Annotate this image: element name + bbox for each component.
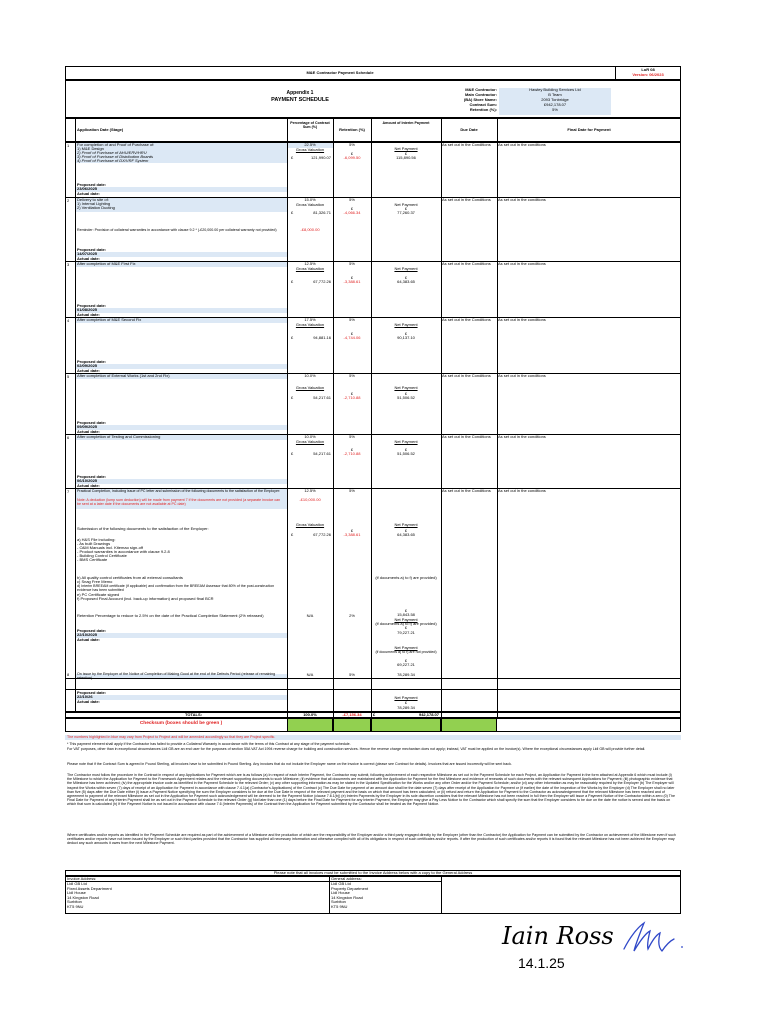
invoice-address-label: Invoice Address: xyxy=(67,875,97,881)
col-final: Final Date for Payment xyxy=(567,127,611,132)
signoff-date: 14.1.25 xyxy=(518,955,565,971)
doc-version: Version: 06/2023 xyxy=(632,72,664,77)
checksum-label: Checksum (boxes should be green ) xyxy=(139,721,223,726)
appendix-label: Appendix 1 xyxy=(286,90,314,96)
currency-note: Please note that if the Contract Sum is agreed in Pound Sterling, all invoices have to be submitted in Pound Sterling. Any invoices that do not include the Employer name on the invoice is correct (please see Contract for details). Invoices that are issued incorrectly will be sent back. xyxy=(67,762,512,766)
checksum-cell-pct xyxy=(287,718,333,732)
col-stage: Application Date (Stage) xyxy=(77,127,124,132)
schedule-subtitle: PAYMENT SCHEDULE xyxy=(271,97,329,103)
blue-highlight-note: The numbers highlighted in blue may vary from Project to Project and will be amended accordingly so that they are Project specific. xyxy=(67,735,276,739)
schedule-table xyxy=(65,142,681,690)
payment-schedule-sheet: M&E Contractor Payment Schedule LoR 08 Version: 06/2023 Appendix 1 PAYMENT SCHEDULE M&E Contractor: Hawley Building Services Ltd Main Contractor: B Team (BA) Store Name: 2093 Tonbridge Contract Sum: £942,178.07 Retention (%): 5% Application Date (Stage) Percentage of Contract Sum (%) Retention (%) Amount of Interim Payment Due Date Final Date for Payment 1 For completion of and Proof of Purchase of: 1) M&E Design 2) Proof of Purchase of AHU/ERV/HRU 3) Proof of Purchase of Distribution Boards 4) Proof of Purchase of DX/VRF System Proposed date: 23/06/2025 Actual date: 22.5% Gross Valuation £ 121,990.07 5% £ -6,099.50 Net Payment £ 115,890.56 As set out in the Conditions As set out in the conditions 2 Delivery to site of: 1) Internal Lighting 2) Ventilation Ducting Reminder: Provision of collateral warranties in accordance with clause 9.2 * (-£20,000.00 per collateral warranty not provided) -£8,000.00 Proposed date: 14/07/2025 Actual date: 15.0% Gross Valuation £ 81,326.71 5% £ -4,066.34 Net Payment £ 77,260.37 As set out in the Conditions As set out in the conditions 3 After completion of M&E First Fix Proposed date: 01/08/2025 Actual date: 12.5% Gross Valuation £ 67,772.26 5% £ -3,388.61 Net Payment £ 64,383.65 As set out in the Conditions As set out in the conditions 4 After completion of M&E Second Fix Proposed date: 02/09/2025 Actual date: 17.5% Gross Valuation £ 94,881.16 5% £ -4,744.06 Net Payment £ 90,137.10 As set out in the Conditions As set out in the conditions 5 After completion of External Works (1st and 2nd Fix) Proposed date: 09/09/2025 Actual date: 10.0% Gross Valuation £ 54,217.61 5% £ -2,710.88 Net Payment £ 51,506.52 As set out in the Conditions As set out in the conditions 6 After completion of Testing and Commissioning Proposed date: 06/10/2025 Actual date: 10.0% Gross Valuation £ 54,217.61 5% £ -2,710.88 Net Payment £ 51,506.52 As set out in the Conditions As set out in the conditions 7 Practical Completion, including issue of PC letter and submission of the following documents to the satisfaction of the Employer: Note: A deduction (lump sum deduction) will be made from payment 7 if the documents are not provided (a separate invoice can be sent at a later date if the documents are not available at PC date) -£10,000.00 12.5% 5% As set out in the Conditions As set out in the conditions Submission of the following documents to the satisfaction of the Employer: Gross Valuation £ 67,772.26 £ -3,388.61 Net Payment £ 64,383.65 a) H&S File including: - As built Drawings - O&M Manuals incl. Kitemao sign-off - Product warranties in accordance with clause 9.2.8 - Building Control Certificate - BMS Certificate b) All quality control certificates from all external consultants c) Snag Free Memo d) Interim BREEAM certificate (if applicable) and confirmation from the BREEAM Assessor that 80% of the post-construction evidence has been submitted e) PC Certificate signed f) Proposed Final Account (incl. back-up information) and proposed final BCR (if documents a) to f) are provided) Retention Percentage to reduce to 2.5% on the date of the Practical Completion Statement (2% released) N/A 2% £ 15,843.58 Net Payment (if documents a) to f) are provided) £ 79,227.21 Net Payment (if documents a) to f) are not provided) £ 69,227.21 Proposed date: 22/10/2025 Actual date: 8 On issue by the Employer of the Notice of Completion of Making Good at the end of the Defects Period (release of remaining retention) N/A 5% 78,289.34 Proposed date: 22/10/26 Actual date: Net Payment £ 78,289.34 TOTALS: 100.0% -£7,156.34 £ 942,178.07 Checksum (boxes should be green ) The numbers highlighted in blue may vary from Project to Project and will be amended accordingly so that they are Project specific. * This payment element shall apply if the Contractor has failed to provide a Collateral Warranty in accordance with the terms of this Contract at any stage of the payment schedule. For VAT purposes, other than in exceptional circumstances Lidl GB are an end user for the purposes of section 55A VAT Act 1994 reverse charge for building and construction services. Hence the reverse charge mechanism does not apply; instead, VAT must be applied on the invoice(s). Where the exceptional circumstances apply Lidl GB will provide further detail. Please note that if the Contract Sum is agreed in Pound Sterling, all invoices have to be submitted in Pound Sterling. Any invoices that do not include the Employer name on the invoice is correct (please see Contract for details). Invoices that are issued incorrectly will be sent back. The Contractor must follow the procedure in the Contract in respect of any Applications for Payment which are is as follows (a) In respect of each Interim Payment, the Contractor may submit, following achievement of each respective Milestone as set out in the Payment Schedule for each Project, an Application for Payment in the form attached at Appendix 6 which must include (i) the Milestone to which the Application for Payment to the Framework Agreement relates and the relevant supporting documents to such Milestone; (ii) evidence that all documents are maintained with the Application for Payment for the first Milestone and evidence of renewals of such documents with the relevant subsequent Applications for Payment; (iii) photographic evidence that the Milestone has been achieved; (iv) the appropriate invoice code as identified in the Payment Schedule to the relevant Order; (v) any other supporting information as may be stated in the Updated Specification for the Works and/or any other Order and/or the Payment Schedule; and/or (vi) any other information as may be reasonably required by the Employer (b) The Employer will inspect the Works within seven (7) days of receipt of an Application for Payment in accordance with clause 7.4.1(a) (Contractor's Applications) of the Contract (c) The Due Date for payment of an amount due shall be the date seven (7) days after receipt of the Application for Payment or (if earlier) the date of the inspection of the Works by the Employer (d) The Employer shall no later than five (5) days after the Due Date either (i) issue a Payment Notice specifying the sum the Employer considers to be due at the Due Date in respect of the relevant payment and the basis on which that amount has been calculated; or (ii) refund and return the Application for Payment to the Contractor as acknowledgement that the relevant Milestone has been reached and of agreement to payment of the relevant Milestone as set out in the Application for Payment such acknowledgement will be deemed to be the Payment Notice (clause 7.6.1(b)) (e) Interim Payments by the Employer in its sole discretion considers that the relevant Milestone has not been reached in full then the Employer will issue a Payment Notice of the Contractor within a zero (0) The Final Date for Payment of any Interim Payment shall be as set out in the Payment Schedule to the relevant Order (g) Not later than one (1) days before the Final Date for Payment for any Interim Payment, the Employer may give a Pay Less Notice to the Contractor which shall specify the sum that the Employer considers to be due on the date the notice is served and the basis on which that sum is calculated (h) If the Payment Notice is not issued in accordance with clause 7.6 (Interim Payments) of the Contract then the Application for Payment submitted by the Contractor shall be treated as the Payment Notice. Where certificates and/or reports as identified in the Payment Schedule are required as part of the achievement of a Milestone and the production of which are the responsibility of the Employer and/or a third party engaged directly by the Employer (other than the Contractor) the Application for Payment can be submitted by the Contractor on achievement of the Milestone even if such certificates and/or reports have not been issued by the Employer or such third parties provided that the Contractor has supplied all necessary information and otherwise complied with all of its obligations in respect of such certificates and/or reports. If after the production of such certificates and/or reports it is found that the relevant Milestone has not been achieved the Employer may deduct any such amounts it owes from the next Milestone Payment. Please note that all invoices must be submitted to the Invoice Address below with a copy to the General Address Invoice Address: General address: Lidl GB Ltd Fixed Assets Department Lidl House 14 Kingston Road Surbiton KT5 9NU Lidl GB Ltd Property Department Lidl House 14 Kingston Road Surbiton KT5 9NU xyxy=(65,66,681,988)
checksum-cell-amount xyxy=(371,718,441,732)
initials-signature-icon xyxy=(620,915,690,960)
doc-ref: LoR 08 xyxy=(641,67,655,72)
general-address-label: General address: xyxy=(331,875,362,881)
col-amount: Amount of Interim Payment xyxy=(382,121,430,125)
checksum-cell-retention xyxy=(333,718,371,732)
invoice-heading: Please note that all invoices must be submitted to the Invoice Address below with a copy to the General Address xyxy=(273,869,473,875)
vat-note: For VAT purposes, other than in exceptional circumstances Lidl GB are an end user for the purposes of section 55A VAT Act 1994 reverse charge for building and construction services. Hence the reverse charge mechanism does not apply; instead, VAT must be applied on the invoice(s). Where the exceptional circumstances apply Lidl GB will provide further detail. xyxy=(67,747,646,751)
signature-iain-ross: Iain Ross xyxy=(502,922,614,950)
certificates-note: Where certificates and/or reports as identified in the Payment Schedule are required as part of the achievement of a Milestone and the production of which are the responsibility of the Employer and/or a third party engaged directly by the Employer (other than the Contractor) the Application for Payment can be submitted by the Contractor on achievement of the Milestone even if such certificates and/or reports have not been issued by the Employer or such third parties provided that the Contractor has supplied all necessary information and otherwise complied with all of its obligations in respect of such certificates and/or reports. If after the production of such certificates and/or reports it is found that the relevant Milestone has not been achieved the Employer may deduct any such amounts it owes from the next Milestone Payment. xyxy=(67,833,676,846)
procedure-note: The Contractor must follow the procedure in the Contract in respect of any Applications for Payment which are is as follows (a) In respect of each Interim Payment, the Contractor may submit, following achievement of each respective Milestone as set out in the Payment Schedule for each Project, an Application for Payment in the form attached at Appendix 6 which must include (i) the Milestone to which the Application for Payment to the Framework Agreement relates and the relevant supporting documents to such Milestone; (ii) evidence that all documents are maintained with the Application for Payment for the first Milestone and evidence of renewals of such documents with the relevant subsequent Applications for Payment; (iii) photographic evidence that the Milestone has been achieved; (iv) the appropriate invoice code as identified in the Payment Schedule to the relevant Order; (v) any other supporting information as may be stated in the Updated Specification for the Works and/or any other Order and/or the Payment Schedule; and/or (vi) any other information as may be reasonably required by the Employer (b) The Employer will inspect the Works within seven (7) days of receipt of an Application for Payment in accordance with clause 7.4.1(a) (Contractor's Applications) of the Contract (c) The Due Date for payment of an amount due shall be the date seven (7) days after receipt of the Application for Payment or (if earlier) the date of the inspection of the Works by the Employer (d) The Employer shall no later than five (5) days after the Due Date either (i) issue a Payment Notice specifying the sum the Employer considers to be due at the Due Date in respect of the relevant payment and the basis on which that amount has been calculated; or (ii) refund and return the Application for Payment to the Contractor as acknowledgement that the relevant Milestone has been reached and of agreement to payment of the relevant Milestone as set out in the Application for Payment such acknowledgement will be deemed to be the Payment Notice (clause 7.6.1(b)) (e) Interim Payments by the Employer in its sole discretion considers that the relevant Milestone has not been reached in full then the Employer will issue a Payment Notice of the Contractor within a zero (0) The Final Date for Payment of any Interim Payment shall be as set out in the Payment Schedule to the relevant Order (g) Not later than one (1) days before the Final Date for Payment for any Interim Payment, the Employer may give a Pay Less Notice to the Contractor which shall specify the sum that the Employer considers to be due on the date the notice is served and the basis on which that sum is calculated (h) If the Payment Notice is not issued in accordance with clause 7.6 (Interim Payments) of the Contract then the Application for Payment submitted by the Contractor shall be treated as the Payment Notice. xyxy=(67,773,675,807)
page-title: M&E Contractor Payment Schedule xyxy=(306,69,374,75)
col-pct: Percentage of Contract Sum (%) xyxy=(290,121,330,130)
invoice-address: Lidl GB Ltd Fixed Assets Department Lidl House 14 Kingston Road Surbiton KT5 9NU xyxy=(67,881,112,909)
col-due: Due Date xyxy=(460,127,478,132)
collateral-note: * This payment element shall apply if the Contractor has failed to provide a Collateral Warranty in accordance with the terms of this Contract at any stage of the payment schedule. xyxy=(67,742,351,746)
col-retention: Retention (%) xyxy=(339,127,365,132)
checksum-cell-due xyxy=(441,718,497,732)
general-address: Lidl GB Ltd Property Department Lidl House 14 Kingston Road Surbiton KT5 9NU xyxy=(331,881,369,909)
